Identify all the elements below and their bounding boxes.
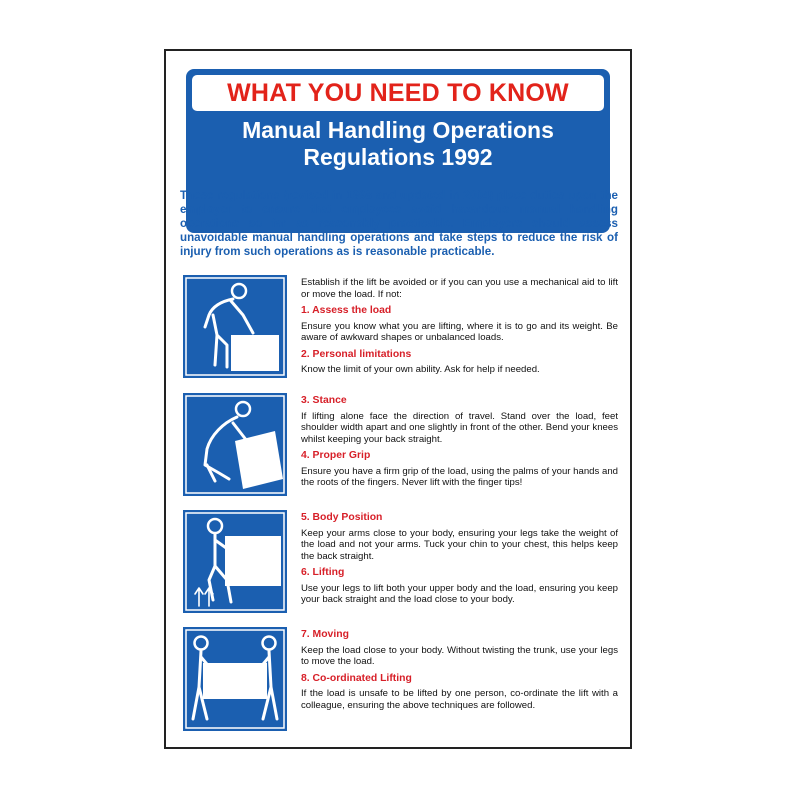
step-3-text: If lifting alone face the direction of travel. Stand over the load, feet shoulder width apart and one slightly in front of the other. Bend your knees whilst keeping your back straight.	[301, 410, 618, 445]
person-crouching-grip-icon	[183, 393, 287, 496]
step-6-text: Use your legs to lift both your upper body and the load, ensuring you keep your back straight and the load close to your body.	[301, 582, 618, 605]
section-1-text	[301, 277, 618, 381]
sign-subtitle	[186, 117, 610, 171]
step-6-heading: 6. Lifting	[301, 567, 345, 578]
section-2-text	[301, 395, 618, 494]
person-lifting-load-icon	[183, 510, 287, 613]
step-2-heading: 2. Personal limitations	[301, 348, 412, 360]
title-banner	[192, 75, 604, 111]
step-7-heading: 7. Moving	[301, 629, 349, 640]
step-7-text: Keep the load close to your body. Without twisting the trunk, use your legs to move the load.	[301, 644, 618, 667]
step-5-heading: 5. Body Position	[301, 512, 383, 523]
step-2-text: Know the limit of your own ability. Ask for help if needed.	[301, 364, 540, 375]
section-1-lead: Establish if the lift be avoided or if you can you use a mechanical aid to lift or move the load. If not:	[301, 277, 618, 300]
step-8-heading: 8. Co-ordinated Lifting	[301, 672, 412, 684]
step-4-text: Ensure you have a firm grip of the load, using the palms of your hands and the roots of the fingers. Never lift with the finger tips!	[301, 465, 618, 488]
step-4-heading: 4. Proper Grip	[301, 450, 371, 461]
safety-sign	[164, 49, 632, 749]
step-1-heading: 1. Assess the load	[301, 305, 392, 316]
two-people-carrying-load-icon	[183, 627, 287, 731]
step-3-heading: 3. Stance	[301, 395, 347, 406]
person-assessing-load-icon	[183, 275, 287, 378]
step-8-text: If the load is unsafe to be lifted by one person, co-ordinate the lift with a colleague, ensuring the above techniques are followed.	[301, 688, 618, 711]
subtitle-line-1: Manual Handling Operations	[242, 117, 554, 143]
intro-paragraph: These regulations (revised in 1998 and updated in 2004) place duties upon the employer to ensure that employees avoid hazardous manual handling operations so far as reasonably practicable. Employers should assess unavoidable manual handling operations and take steps to reduce the risk of injury from such operations as is reasonable practicable.	[180, 189, 618, 258]
subtitle-line-2: Regulations 1992	[303, 144, 493, 170]
step-1-text: Ensure you know what you are lifting, where it is to go and its weight. Be aware of awkward shapes or unbalanced loads.	[301, 320, 618, 343]
section-4-text	[301, 629, 618, 716]
sign-title: WHAT YOU NEED TO KNOW	[227, 78, 569, 107]
section-3-text	[301, 512, 618, 611]
step-5-text: Keep your arms close to your body, ensuring your legs take the weight of the load and not your arms. Tuck your chin to your chest, this helps keep the back straight.	[301, 527, 618, 562]
